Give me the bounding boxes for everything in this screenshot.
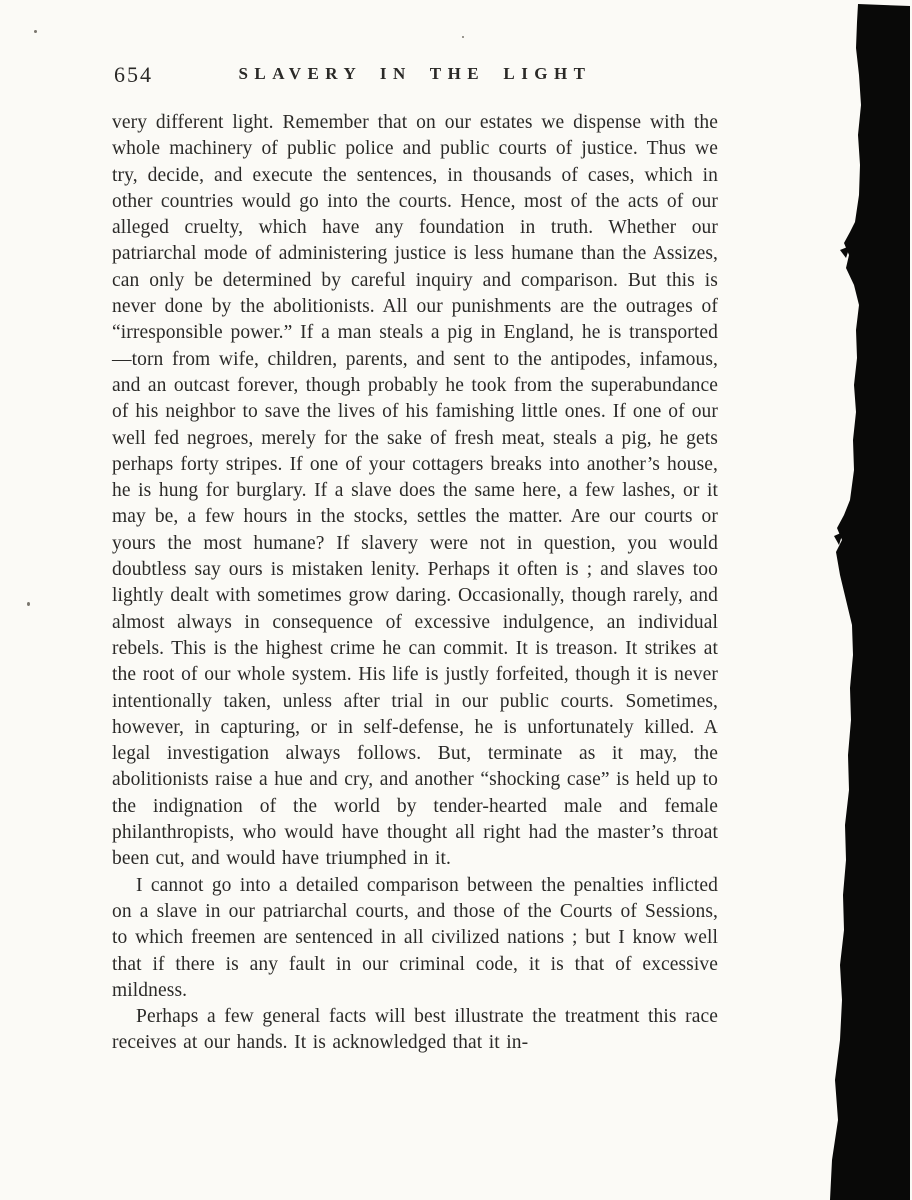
paragraph: I cannot go into a detailed comparison between the penalties inflicted on a slave in our patriarchal courts, and those of the Courts of Sessions, to which freemen are sentenced in all civilized nations ; but I know well that if there is any fault in our criminal code, it is that of excessive mildness. [112,874,718,1001]
page-header [112,60,718,94]
scan-speck [27,602,30,606]
scan-speck [462,36,464,38]
page-body [112,60,718,1057]
body-text [112,110,718,1057]
paragraph: Perhaps a few general facts will best illustrate the treatment this race receives at our hands. It is acknowledged that it in- [112,1006,718,1054]
scan-speck [34,30,37,33]
running-header-title: SLAVERY IN THE LIGHT [238,64,592,83]
page-number: 654 [114,62,153,87]
paragraph-continuation: very different light. Remember that on our estates we dispense with the whole machinery of public police and public courts of justice. Thus we try, decide, and execute the sentences, in thousands of cases, which in other countries would go into the courts. Hence, most of the acts of our alleged cruelty, which have any foundation in truth. Whether our patriarchal mode of administering justice is less humane than the Assizes, can only be determined by careful inquiry and comparison. But this is never done by the abolitionists. All our punishments are the outrages of “irresponsible power.” If a man steals a pig in England, he is transported—torn from wife, children, parents, and sent to the antipodes, infamous, and an outcast forever, though probably he took from the superabundance of his neighbor to save the lives of his famishing little ones. If one of our well fed negroes, merely for the sake of fresh meat, steals a pig, he gets perhaps forty stripes. If one of your cottagers breaks into another’s house, he is hung for burglary. If a slave does the same here, a few lashes, or it may be, a few hours in the stocks, settles the matter. Are our courts or yours the most humane? If slavery were not in question, you would doubtless say ours is mistaken lenity. Perhaps it often is ; and slaves too lightly dealt with sometimes grow daring. Occasionally, though rarely, and almost always in consequence of excessive indulgence, an individual rebels. This is the highest crime he can commit. It is treason. It strikes at the root of our whole system. His life is justly forfeited, though it is never intentionally taken, unless after trial in our public courts. Sometimes, however, in capturing, or in self-defense, he is unfortunately killed. A legal investigation always follows. But, terminate as it may, the abolitionists raise a hue and cry, and another “shocking case” is held up to the indignation of the world by tender-hearted male and female philanthropists, who would have thought all right had the master’s throat been cut, and would have triumphed in it. [112,112,718,870]
scan-binding-shadow [830,0,912,1200]
